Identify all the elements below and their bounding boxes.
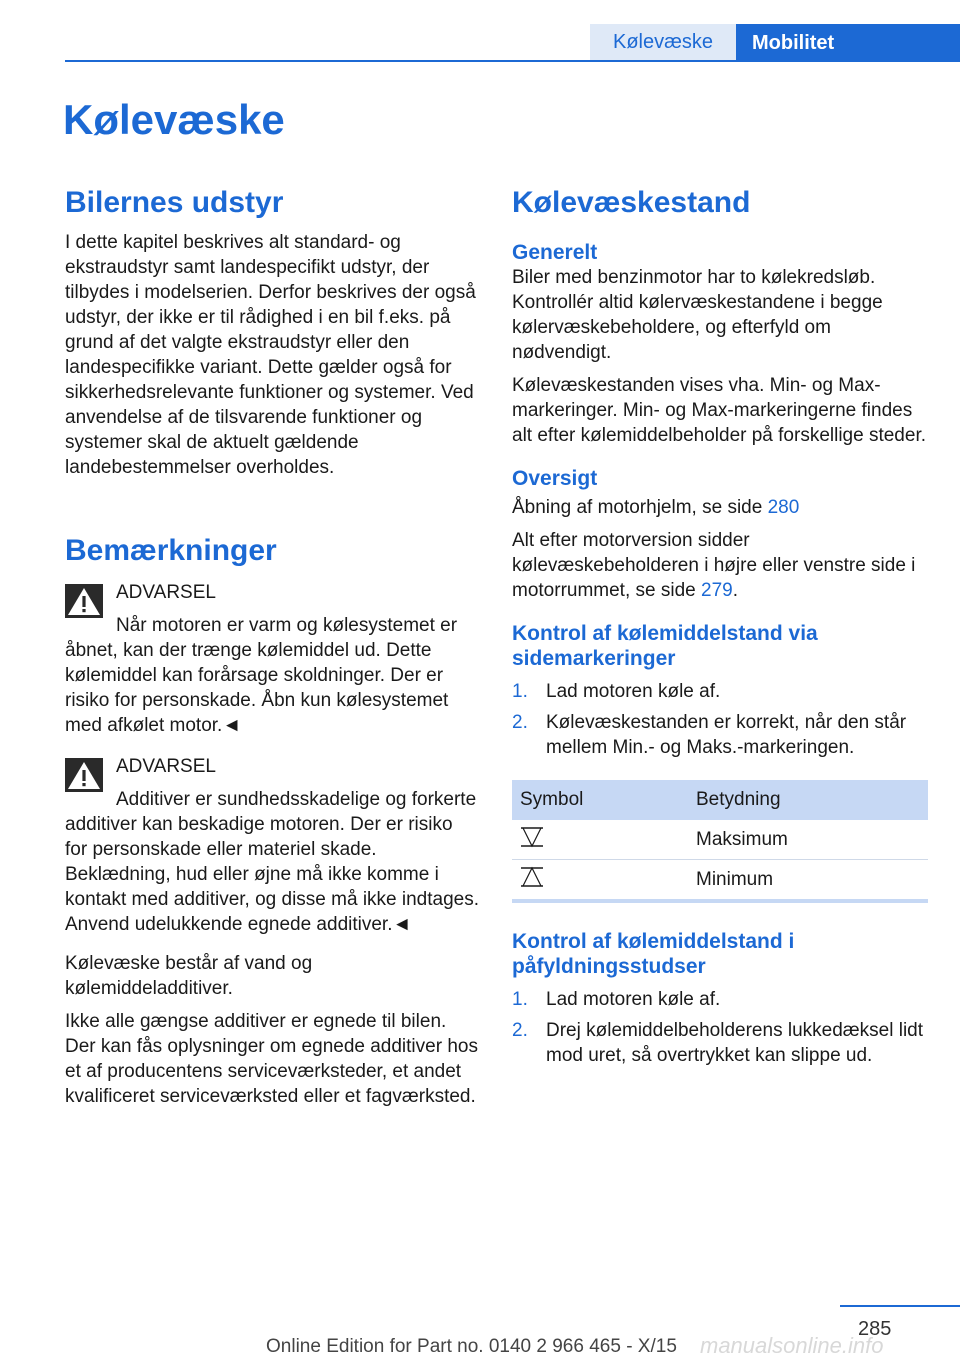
max-marker-icon xyxy=(520,826,544,848)
paragraph-overview-2: Alt efter motorversion sidder kølevæskebeholderen i højre eller venstre side i motorrummet, se side 279. xyxy=(512,530,916,601)
warning-label: ADVARSEL xyxy=(116,582,216,603)
page-link-280[interactable]: 280 xyxy=(767,497,800,518)
heading-equipment: Bilernes udstyr xyxy=(65,186,284,219)
paragraph-general-2: Kølevæskestanden vises vha. Min- og Max-markeringer. Min- og Max-markeringerne findes alt efter kølemiddelbeholder på forskellige steder. xyxy=(512,375,927,446)
table-cell-meaning: Minimum xyxy=(688,860,928,902)
paragraph-equipment: I dette kapitel beskrives alt standard- og ekstraudstyr samt landespecifikt udstyr, der tilbydes i modelserien. Derfor beskrives der også udstyr, der ikke er til rådighed i en bil f.eks. på grund af det valgte ekstraudstyr eller den landespecifikke variant. Dette gælder også for sikkerhedsrelevante funktioner og systemer. Ved anvendelse af de tilsvarende funktioner og systemer skal de aktuelt gældende landebestemmelser overholdes. xyxy=(65,232,476,478)
page-link-279[interactable]: 279 xyxy=(701,580,733,601)
tab-section[interactable]: Kølevæske xyxy=(590,24,736,60)
paragraph-consists: Kølevæske består af vand og kølemiddeladditiver. xyxy=(65,953,313,999)
page-number: 285 xyxy=(858,1318,892,1340)
filler-steps-list xyxy=(512,987,930,1068)
table-row xyxy=(512,820,928,860)
side-steps-list xyxy=(512,679,930,760)
warning-triangle-icon xyxy=(65,758,103,792)
heading-notes: Bemærkninger xyxy=(65,534,277,567)
paragraph-general-1: Biler med benzinmotor har to kølekredsløb. Kontrollér altid kølervæskestandene i begge kølervæskebeholdere, og efterfyld om nødvendigt. xyxy=(512,267,883,363)
warning-block-1 xyxy=(65,580,480,738)
paragraph-overview-1: Åbning af motorhjelm, se side 280 xyxy=(512,497,800,518)
heading-side-markings: Kontrol af kølemiddelstand via sidemarkeringer xyxy=(512,622,818,670)
header-rule xyxy=(65,60,960,62)
right-column xyxy=(512,184,930,1074)
watermark: manualsonline.info xyxy=(700,1333,884,1358)
table-row xyxy=(512,860,928,902)
table-header-symbol: Symbol xyxy=(512,780,688,820)
min-marker-icon xyxy=(520,866,544,888)
warning-triangle-icon xyxy=(65,584,103,618)
list-item: 1. Lad motoren køle af. xyxy=(512,681,721,702)
list-item: 2. Kølevæskestanden er korrekt, når den står mellem Min.- og Maks.-markeringen. xyxy=(512,712,907,758)
tab-chapter[interactable]: Mobilitet xyxy=(736,24,960,62)
heading-overview: Oversigt xyxy=(512,467,598,490)
heading-filler-neck: Kontrol af kølemiddelstand i påfyldningsstudser xyxy=(512,930,795,978)
list-item: 2. Drej kølemiddelbeholderens lukkedæksel lidt mod uret, så overtrykket kan slippe ud. xyxy=(512,1020,924,1066)
table-cell-meaning: Maksimum xyxy=(688,820,928,860)
edition-text: Online Edition for Part no. 0140 2 966 465 - X/15 xyxy=(266,1336,677,1357)
warning-block-2 xyxy=(65,754,480,937)
warning-text: Additiver er sundhedsskadelige og forkerte additiver kan beskadige motoren. Der er risiko for personskade eller materiel skade. Beklædning, hud eller øjne må ikke komme i kontakt med additiver, og disse må ikke indtages. Anvend udelukkende egnede additiver.◄ xyxy=(65,789,480,935)
paragraph-not-all: Ikke alle gængse additiver er egnede til bilen. Der kan fås oplysninger om egnede additiver hos et af producentens serviceværksteder, et andet kvalificeret serviceværksted eller et fagværksted. xyxy=(65,1011,478,1107)
heading-general: Generelt xyxy=(512,241,598,264)
symbol-table xyxy=(512,780,928,903)
warning-text: Når motoren er varm og kølesystemet er åbnet, kan der trænge kølemiddel ud. Dette kølemiddel kan forårsage skoldninger. Der er risiko for personskade. Åbn kun kølesystemet med afkølet motor.◄ xyxy=(65,615,458,736)
table-header-meaning: Betydning xyxy=(688,780,928,820)
footer-rule xyxy=(840,1305,960,1307)
page-title: Kølevæske xyxy=(63,96,285,143)
warning-label: ADVARSEL xyxy=(116,756,216,777)
heading-level: Kølevæskestand xyxy=(512,186,751,219)
left-column xyxy=(65,184,480,1109)
list-item: 1. Lad motoren køle af. xyxy=(512,989,721,1010)
